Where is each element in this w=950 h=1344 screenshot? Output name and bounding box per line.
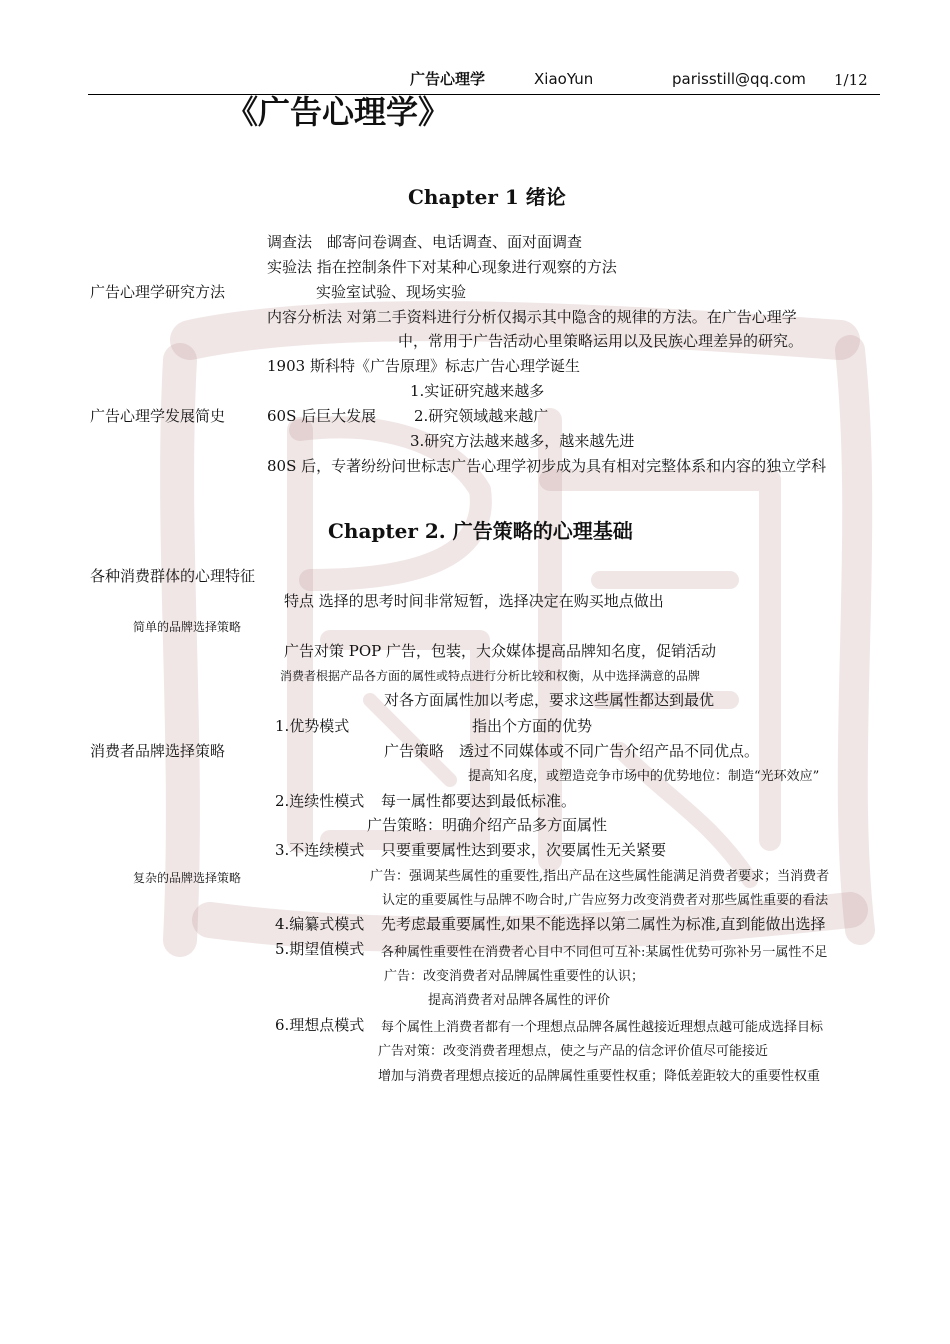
page-title: 《广告心理学》 <box>226 93 451 131</box>
consumer-strategy-note: 消费者根据产品各方面的属性或特点进行分析比较和权衡，从中选择满意的品牌 <box>280 669 701 683</box>
history-60s-point1: 1.实证研究越来越多 <box>410 382 545 400</box>
dominance-model: 1.优势模式 <box>275 717 350 735</box>
research-method-experiment-types: 实验室试验、现场实验 <box>316 283 467 301</box>
conjunctive-desc: 每一属性都要达到最低标准。 <box>381 792 577 810</box>
research-method-content-analysis: 内容分析法 对第二手资料进行分析仅揭示其中隐含的规律的方法。在广告心理学 <box>267 308 797 326</box>
chapter1-heading: Chapter 1 绪论 <box>408 185 566 209</box>
dominance-point: 指出个方面的优势 <box>472 717 593 735</box>
history-80s: 80S 后，专著纷纷问世标志广告心理学初步成为具有相对完整体系和内容的独立学科 <box>267 457 827 475</box>
conjunctive-ad: 广告策略：明确介绍产品多方面属性 <box>367 816 608 834</box>
simple-strategy-label: 简单的品牌选择策略 <box>133 620 242 634</box>
lexicographic-model: 4.编纂式模式 <box>275 915 365 933</box>
research-method-survey: 调查法 邮寄问卷调查、电话调查、面对面调查 <box>267 233 583 251</box>
complex-strategy-label: 复杂的品牌选择策略 <box>133 871 242 885</box>
history-60s-point3: 3.研究方法越来越多，越来越先进 <box>410 432 635 450</box>
disjunctive-desc: 只要重要属性达到要求，次要属性无关紧要 <box>381 841 667 859</box>
lexicographic-desc: 先考虑最重要属性,如果不能选择以第二属性为标准,直到能做出选择 <box>381 915 826 933</box>
history-1903: 1903 斯科特《广告原理》标志广告心理学诞生 <box>267 357 580 375</box>
expectancy-model: 5.期望值模式 <box>275 940 365 958</box>
expectancy-ad-2: 提高消费者对品牌各属性的评价 <box>428 993 611 1008</box>
header-doc-name: 广告心理学 <box>410 70 486 88</box>
simple-strategy-ad: 广告对策 POP 广告，包装，大众媒体提高品牌知名度，促销活动 <box>284 642 717 660</box>
ideal-point-desc: 每个属性上消费者都有一个理想点品牌各属性越接近理想点越可能成选择目标 <box>381 1020 824 1035</box>
research-method-content-analysis-cont: 中，常用于广告活动心里策略运用以及民族心理差异的研究。 <box>398 332 804 350</box>
expectancy-desc: 各种属性重要性在消费者心目中不同但可互补:某属性优势可弥补另一属性不足 <box>381 945 828 960</box>
history-label: 广告心理学发展简史 <box>90 407 226 425</box>
ideal-point-ad-2: 增加与消费者理想点接近的品牌属性重要性权重；降低差距较大的重要性权重 <box>378 1069 821 1084</box>
ideal-point-model: 6.理想点模式 <box>275 1016 365 1034</box>
header-page-number: 1/12 <box>834 71 868 89</box>
conjunctive-model: 2.连续性模式 <box>275 792 365 810</box>
history-60s-point2: 2.研究领域越来越广 <box>414 407 549 425</box>
consumer-strategy-label: 消费者品牌选择策略 <box>90 742 226 760</box>
research-method-experiment: 实验法 指在控制条件下对某种心现象进行观察的方法 <box>267 258 617 276</box>
dominance-ad-strategy: 广告策略 透过不同媒体或不同广告介绍产品不同优点。 <box>384 742 760 760</box>
simple-strategy-feature: 特点 选择的思考时间非常短暂，选择决定在购买地点做出 <box>284 592 664 610</box>
dominance-ad-halo: 提高知名度，或塑造竞争市场中的优势地位：制造“光环效应” <box>468 769 820 784</box>
expectancy-ad-1: 广告：改变消费者对品牌属性重要性的认识； <box>384 969 645 984</box>
chapter2-heading: Chapter 2. 广告策略的心理基础 <box>328 519 633 543</box>
consumer-groups-label: 各种消费群体的心理特征 <box>90 567 256 585</box>
research-methods-label: 广告心理学研究方法 <box>90 283 226 301</box>
header-email: parisstill@qq.com <box>672 70 806 88</box>
header-rule <box>88 94 880 95</box>
ideal-point-ad-1: 广告对策：改变消费者理想点，使之与产品的信念评价值尽可能接近 <box>378 1044 769 1059</box>
history-60s: 60S 后巨大发展 <box>267 407 377 425</box>
dominance-desc: 对各方面属性加以考虑，要求这些属性都达到最优 <box>384 691 715 709</box>
disjunctive-ad-1: 广告：强调某些属性的重要性,指出产品在这些属性能满足消费者要求；当消费者 <box>370 869 830 884</box>
disjunctive-ad-2: 认定的重要属性与品牌不吻合时,广告应努力改变消费者对那些属性重要的看法 <box>382 893 829 908</box>
header-author: XiaoYun <box>534 70 594 88</box>
disjunctive-model: 3.不连续模式 <box>275 841 365 859</box>
